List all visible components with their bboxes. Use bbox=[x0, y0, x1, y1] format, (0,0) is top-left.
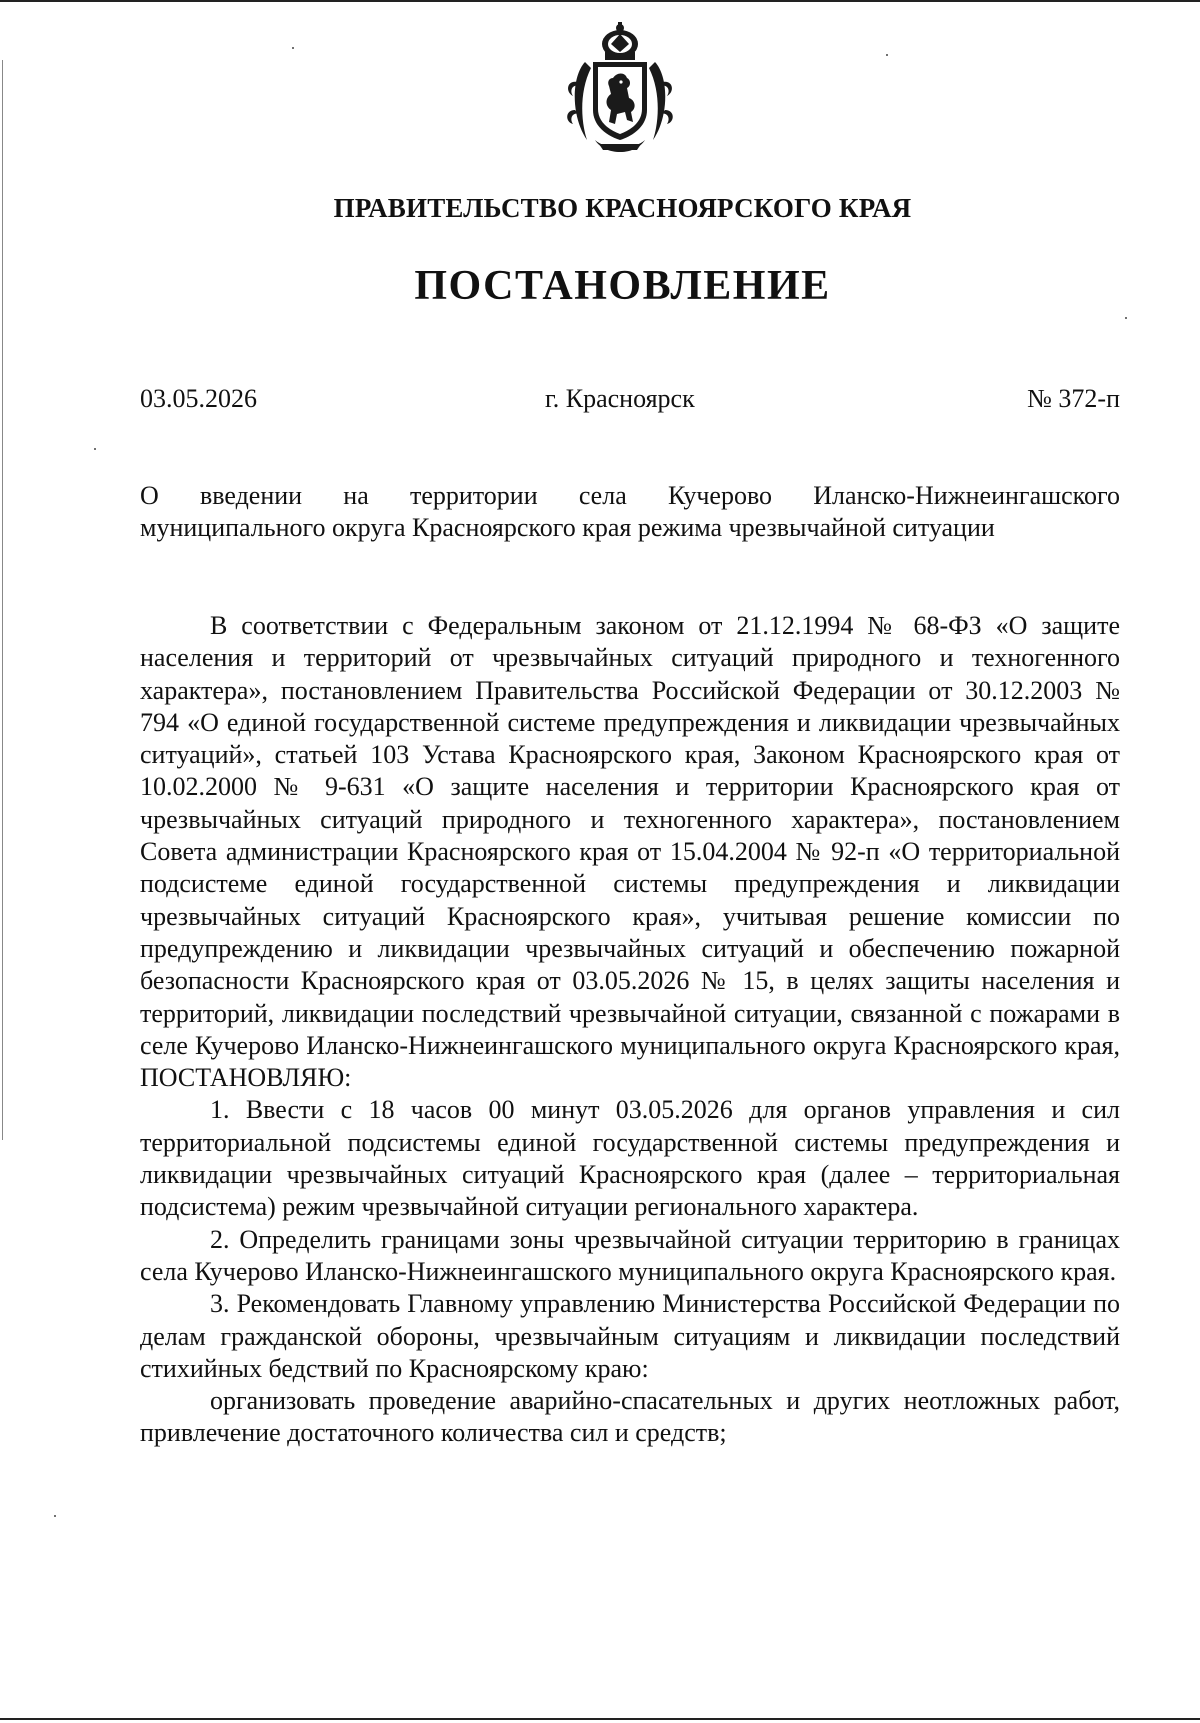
scan-edge-top bbox=[0, 0, 1200, 2]
scan-speck bbox=[94, 448, 96, 450]
document-date: 03.05.2026 bbox=[140, 384, 257, 413]
subject-line-2: муниципального округа Красноярского края режима чрезвычайной ситуации bbox=[140, 513, 995, 542]
document-city: г. Красноярск bbox=[545, 384, 695, 413]
scan-speck bbox=[292, 47, 294, 49]
scan-edge-bottom bbox=[0, 1718, 1200, 1720]
item-1-paragraph: 1. Ввести с 18 часов 00 минут 03.05.2026 для органов управления и сил территориальной подсистемы единой государственной системы предупреждения и ликвидации чрезвычайных ситуаций Красноярского края (далее – территориальная подсистема) режим чрезвычайной ситуации регионального характера. bbox=[140, 1095, 1120, 1222]
document-type-heading: ПОСТАНОВЛЕНИЕ bbox=[414, 263, 831, 309]
document-number: № 372-п bbox=[1027, 384, 1120, 413]
item-3-subitem-1-paragraph: организовать проведение аварийно-спасательных и других неотложных работ, привлечение достаточного количества сил и средств; bbox=[140, 1386, 1120, 1448]
item-2-paragraph: 2. Определить границами зоны чрезвычайной ситуации территорию в границах села Кучерово Иланско-Нижнеингашского муниципального округа Красноярского края. bbox=[140, 1224, 1120, 1286]
subject-line-1: О введении на территории села Кучерово Иланско-Нижнеингашского bbox=[140, 481, 1120, 510]
coat-of-arms-icon bbox=[565, 22, 675, 157]
organization-title: ПРАВИТЕЛЬСТВО КРАСНОЯРСКОГО КРАЯ bbox=[333, 193, 912, 223]
document-subject bbox=[140, 480, 1120, 544]
scan-speck bbox=[886, 54, 888, 56]
scan-speck bbox=[54, 1515, 56, 1517]
document-body bbox=[140, 610, 1120, 1450]
item-3-paragraph: 3. Рекомендовать Главному управлению Министерства Российской Федерации по делам гражданской обороны, чрезвычайным ситуациям и ликвидации последствий стихийных бедствий по Красноярскому краю: bbox=[140, 1289, 1120, 1383]
scan-speck bbox=[1125, 317, 1127, 319]
preamble-paragraph: В соответствии с Федеральным законом от 21.12.1994 № 68-ФЗ «О защите населения и территорий от чрезвычайных ситуаций природного и техногенного характера», постановлением Правительства Российской Федерации от 30.12.2003 № 794 «О единой государственной системе предупреждения и ликвидации чрезвычайных ситуаций», статьей 103 Устава Красноярского края, Законом Красноярского края от 10.02.2000 № 9-631 «О защите населения и территории Красноярского края от чрезвычайных ситуаций природного и техногенного характера», постановлением Совета администрации Красноярского края от 15.04.2004 № 92-п «О территориальной подсистеме единой государственной системы предупреждения и ликвидации чрезвычайных ситуаций Красноярского края», учитывая решение комиссии по предупреждению и ликвидации чрезвычайных ситуаций и обеспечению пожарной безопасности Красноярского края от 03.05.2026 № 15, в целях защиты населения и территорий, ликвидации последствий чрезвычайной ситуации, связанной с пожарами в селе Кучерово Иланско-Нижнеингашского муниципального округа Красноярского края, ПОСТАНОВЛЯЮ: bbox=[140, 611, 1120, 1093]
